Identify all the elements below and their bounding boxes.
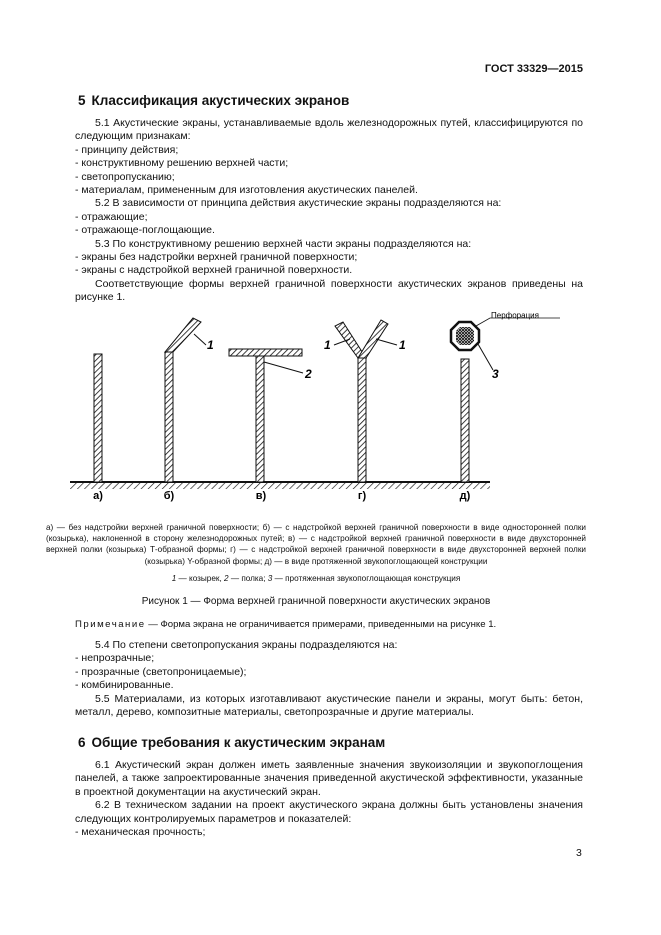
callout-line bbox=[376, 339, 397, 345]
callout-number: 3 bbox=[492, 367, 499, 381]
list-item: - экраны с надстройкой верхней граничной поверхности. bbox=[75, 264, 353, 277]
list-item: - прозрачные (светопроницаемые); bbox=[75, 665, 247, 678]
list-item: - отражающе-поглощающие. bbox=[75, 224, 215, 237]
wall-b bbox=[165, 352, 173, 482]
section-number: 6 bbox=[78, 735, 86, 750]
paragraph: 5.3 По конструктивному решению верхней части экраны подразделяются на: bbox=[95, 237, 472, 250]
section-number: 5 bbox=[78, 93, 86, 108]
paragraph: 5.5 Материалами, из которых изготавливают акустические панели и экраны, могут быть: бетон, металл, дерево, композитные материалы, светопрозрачные и другие материалы. bbox=[75, 692, 583, 719]
wall-d bbox=[358, 358, 366, 482]
callout-line bbox=[478, 344, 493, 370]
callout-number: 2 bbox=[305, 367, 312, 381]
variant-label: г) bbox=[357, 490, 367, 502]
legend-text: — полка; bbox=[228, 574, 268, 583]
list-item: - светопропусканию; bbox=[75, 170, 175, 183]
section-5-body bbox=[75, 117, 583, 305]
paragraph: Соответствующие формы верхней граничной поверхности акустических экранов приведены на рисунке 1. bbox=[75, 277, 583, 304]
wall-e bbox=[461, 359, 469, 482]
paragraph: 5.4 По степени светопропускания экраны подразделяются на: bbox=[95, 639, 398, 651]
paragraph: 6.2 В техническом задании на проект акустического экрана должны быть установлены значения следующих контролируемых параметров и показателей: bbox=[75, 799, 583, 825]
list-item: - материалам, примененным для изготовления акустических панелей. bbox=[75, 184, 418, 197]
section-6-body bbox=[75, 759, 583, 839]
legend-text: — козырек, bbox=[176, 574, 225, 583]
legend-text: — протяженная звукопоглощающая конструкция bbox=[272, 574, 461, 583]
figure-caption-text: а) — без надстройки верхней граничной поверхности; б) — с надстройкой верхней граничной поверхности в виде односторонней полки (козырька), наклоненной в сторону железнодорожных путей; в) — с надстройкой верхней граничной поверхности в виде двухсторонней верхней полки (козырька) Т-образной формы; г) — с надстройкой верхней граничной поверхности в виде двухсторонней верхней полки (козырька) Y-образной формы; д) — в виде протяженной звукопоглощающей конструкции bbox=[46, 523, 586, 566]
list-item: - непрозрачные; bbox=[75, 652, 155, 665]
wall-c bbox=[256, 356, 264, 482]
variant-label: в) bbox=[255, 490, 267, 502]
list-item: - механическая прочность; bbox=[75, 826, 206, 839]
note bbox=[75, 619, 583, 630]
legend-number: 2 bbox=[224, 574, 229, 583]
list-item: - экраны без надстройки верхней граничной поверхности; bbox=[75, 251, 358, 264]
list-item: - комбинированные. bbox=[75, 679, 174, 692]
legend-number: 1 bbox=[171, 574, 177, 583]
section-5-continued bbox=[75, 639, 583, 719]
variant-label: а) bbox=[93, 490, 103, 502]
callout-line bbox=[194, 334, 206, 345]
figure-legend bbox=[46, 574, 586, 583]
absorber-perforation bbox=[456, 327, 474, 345]
visor-right bbox=[358, 320, 388, 358]
perforation-label: Перфорация bbox=[491, 311, 539, 321]
callout-number: 1 bbox=[324, 338, 331, 352]
callout-line bbox=[264, 362, 303, 373]
variant-label: д) bbox=[459, 490, 471, 502]
section-title: Классификация акустических экранов bbox=[91, 93, 350, 108]
page-number: 3 bbox=[576, 847, 582, 859]
callout-number: 1 bbox=[207, 338, 214, 352]
standard-header: ГОСТ 33329—2015 bbox=[484, 63, 583, 75]
ground-hatch bbox=[70, 482, 490, 489]
legend-number: 3 bbox=[267, 574, 273, 583]
paragraph: 5.2 В зависимости от принципа действия акустические экраны подразделяются на: bbox=[95, 197, 502, 210]
shelf-c bbox=[229, 349, 302, 356]
callout-number: 1 bbox=[399, 338, 406, 352]
section-6-heading bbox=[78, 735, 385, 750]
list-item: - отражающие; bbox=[75, 210, 148, 223]
paragraph: 6.1 Акустический экран должен иметь заявленные значения звукоизоляции и звукопоглощения панелей, а также запроектированные значения приведенной акустической эффективности, указанные в проектной документации на акустический экран. bbox=[75, 759, 583, 798]
paragraph: 5.1 Акустические экраны, устанавливаемые вдоль железнодорожных путей, классифицируются по следующим признакам: bbox=[75, 117, 583, 143]
variant-label: б) bbox=[163, 490, 175, 502]
note-text: — Форма экрана не ограничивается примерами, приведенными на рисунке 1. bbox=[145, 619, 497, 630]
note-label: Примечание bbox=[75, 619, 146, 630]
wall-a bbox=[94, 354, 102, 482]
list-item: - принципу действия; bbox=[75, 143, 179, 156]
figure-title: Рисунок 1 — Форма верхней граничной поверхности акустических экранов bbox=[141, 596, 491, 607]
section-title: Общие требования к акустическим экранам bbox=[91, 735, 386, 750]
list-item: - конструктивному решению верхней части; bbox=[75, 157, 289, 170]
section-5-heading bbox=[78, 93, 349, 108]
figure-1-diagram bbox=[70, 311, 539, 527]
